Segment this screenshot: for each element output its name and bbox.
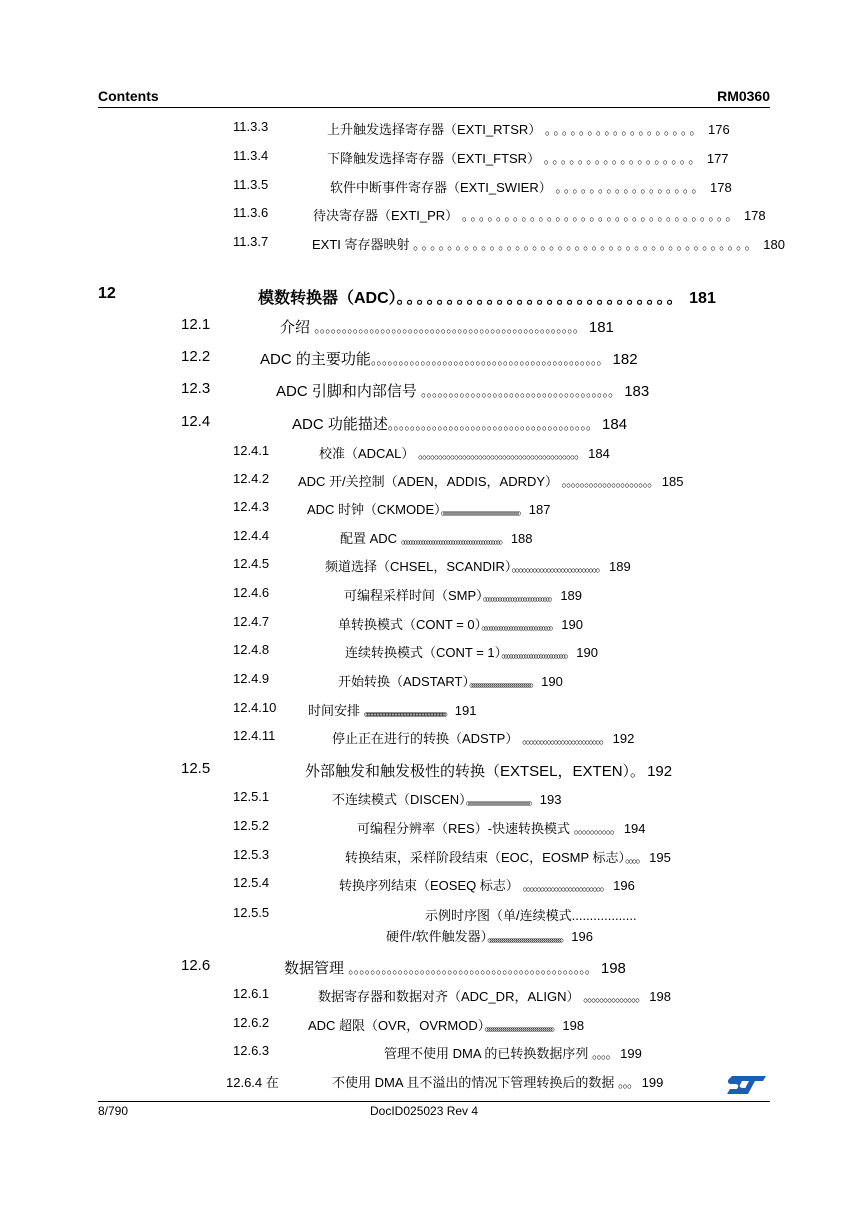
toc-entry-title: ADC 的主要功能 <box>260 351 371 368</box>
toc-leader-dots: 。。。。。。。。。。。。。。。。。。。。。。。。。。。。。。。。。。。。。。。。 <box>413 237 760 252</box>
toc-entry-page: 185 <box>661 474 684 489</box>
toc-entry-continuation <box>386 926 593 945</box>
toc-entry-title: 开始转换（ADSTART） <box>338 674 469 689</box>
toc-leader-dots: 。。。。。。。。。。。。。。。。。。。。。。。。。。。。 <box>481 617 558 632</box>
toc-entry-page: 196 <box>571 929 593 944</box>
toc-entry-number: 12.4.1 <box>233 443 270 458</box>
toc-entry-page: 176 <box>708 122 730 137</box>
toc-entry-number: 12.4 <box>181 413 211 430</box>
toc-entry-page: 198 <box>649 989 671 1004</box>
toc-leader-dots: 。。。。。。。。。。 <box>573 821 621 836</box>
toc-entry-page: 187 <box>528 502 551 517</box>
toc-leader-dots: 。。。。。。。。。。。。。。。。。。。。。。。。。。。。。。。。。。。。。 <box>387 417 598 432</box>
toc-entry-number: 12.4.10 <box>233 700 277 715</box>
toc-leader-dots: 。。。。。。。。。。。。。。。。。。。。。。。。。。。。。。。。。。。。。。。。 <box>400 531 508 546</box>
toc-entry-title: 介绍 <box>280 319 311 336</box>
toc-entry-number: 12.4.3 <box>233 499 270 514</box>
toc-entry-number: 12.5.4 <box>233 875 270 890</box>
toc-leader-dots: 。。。。。。。。。。。。。。。。。。。。。。。。。 <box>511 559 606 574</box>
toc-entry-title: 待决寄存器（EXTI_PR） <box>313 208 459 223</box>
toc-entry-number: 12.4.11 <box>233 728 276 743</box>
header-rule <box>98 107 770 108</box>
toc-entry-page: 177 <box>706 151 729 166</box>
toc-entry-page: 194 <box>623 821 646 836</box>
toc-entry-title: 示例时序图（单/连续模式.................. <box>425 908 637 923</box>
toc-entry-number: 12.4.4 <box>233 528 270 543</box>
toc-entry-page: 191 <box>454 703 477 718</box>
toc-entry-title: 转换结束，采样阶段结束（EOC，EOSMP 标志） <box>345 850 626 865</box>
toc-leader-dots: 。。。。。。。。。。。。。。。。。。。。。。。。。。。。。。。。。。 <box>484 1018 559 1033</box>
toc-entry-number: 12.5.3 <box>233 847 270 862</box>
toc-entry-page: 193 <box>539 792 562 807</box>
toc-entry-number: 12.6 <box>181 957 211 974</box>
toc-entry-number: 12.4.7 <box>233 614 270 629</box>
toc-entry-number: 12.6.2 <box>233 1015 270 1030</box>
toc-leader-dots: 。。。。。。。。。。。。。。。。。。。。。。。。。。。。。。。 <box>468 674 538 689</box>
toc-entry-page: 198 <box>562 1018 585 1033</box>
toc-leader-dots: 。。。。。。。。。。。。。。 <box>583 989 646 1004</box>
toc-leader-dots: 。。。。。。。。。。。。。。。。。。。。。。。。。。。。。。。。。。。。。。。。。。 <box>370 352 609 367</box>
toc-entry-title: 校准（ADCAL） <box>319 446 415 461</box>
toc-leader-dots: 。。。。。。。。。。。。。。。。。。。。。。。 <box>522 878 610 893</box>
toc-leader-dots: 。。。。。。。。。。。。。。。。。。。。。。。 <box>521 731 609 746</box>
toc-leader-dots: 。。。。 <box>625 850 646 865</box>
toc-entry-title: 连续转换模式（CONT = 1） <box>345 645 502 660</box>
toc-entry-number: 12.4.8 <box>233 642 270 657</box>
toc-entry-title-continued: 硬件/软件触发器） <box>386 929 488 944</box>
toc-entry-title: 可编程分辨率（RES）-快速转换模式 <box>357 821 571 836</box>
toc-entry-number: 12.6.3 <box>233 1043 270 1058</box>
toc-leader-dots: 。。。。。。。。。。。。。。。。。 <box>555 180 707 195</box>
toc-entry-number: 12 <box>98 285 116 302</box>
toc-entry-number: 12.4.9 <box>233 671 270 686</box>
toc-entry-page: 183 <box>624 383 650 400</box>
toc-leader-dots: 。。。。。。。。。。。。。。。。。。。。。。。。。。。。。。。。。。。。。。。 <box>440 502 526 517</box>
footer-rule <box>98 1101 770 1102</box>
toc-entry-title: ADC 时钟（CKMODE） <box>307 502 441 517</box>
header-doc-id: RM0360 <box>717 88 770 104</box>
toc-entry-title: 单转换模式（CONT = 0） <box>338 617 482 632</box>
toc-leader-dots: 。。。。。。。。。。。。。。。。。。。。。。。。。。。。。。。。。。。。。。。。。。。。。。。。 <box>314 320 585 335</box>
toc-leader-dots: 。。。。。。。。。。。。。。。。。。。。。。。。。。。。。。。。。。。。。。。。。。。。 <box>348 961 597 976</box>
toc-entry-page: 188 <box>510 531 533 546</box>
toc-entry-number: 12.1 <box>181 316 211 333</box>
toc-entry-page: 181 <box>689 290 716 307</box>
toc-entry-number: 12.5.1 <box>233 789 270 804</box>
toc-entry-title: 不使用 DMA 且不溢出的情况下管理转换后的数据 <box>332 1075 615 1090</box>
toc-entry-page: 198 <box>600 960 626 977</box>
footer-doc-revision: DocID025023 Rev 4 <box>370 1104 479 1118</box>
toc-entry-page: 190 <box>541 674 563 689</box>
toc-entry-page: 190 <box>561 617 583 632</box>
toc-entry-page: 192 <box>612 731 635 746</box>
toc-entry-title: 数据寄存器和数据对齐（ADC_DR，ALIGN） <box>318 989 580 1004</box>
toc-entry-number: 11.3.3 <box>233 119 269 134</box>
toc-entry-page: 182 <box>612 351 638 368</box>
toc-entry-title: 不连续模式（DISCEN） <box>332 792 466 807</box>
toc-entry-number: 12.6.1 <box>233 986 270 1001</box>
toc-leader-dots: 。。。。。。。。。。。。。。。。。。。。。。。。。。。。。。。。。。。 <box>421 384 621 399</box>
toc-entry-title: 管理不使用 DMA 的已转换数据序列 <box>384 1046 589 1061</box>
toc-leader-dots: 。。。。。。。。。。。。。。。。。。 <box>544 122 705 137</box>
toc-entry-title: ADC 功能描述 <box>292 416 388 433</box>
toc-entry-page: 192 <box>647 763 673 780</box>
toc-entry-page: 178 <box>743 208 766 223</box>
toc-entry-title: 配置 ADC <box>340 531 398 546</box>
toc-entry-page: 184 <box>588 446 610 461</box>
toc-entry-number: 12.4.5 <box>233 556 270 571</box>
toc-entry-title: 停止正在进行的转换（ADSTP） <box>332 731 519 746</box>
toc-entry-page: 184 <box>602 416 628 433</box>
toc-entry-number: 12.5 <box>181 760 211 777</box>
toc-entry-page: 196 <box>613 878 635 893</box>
toc-entry-page: 199 <box>641 1075 664 1090</box>
toc-leader-dots: 。。。。。。。。。。。。。。。。。。。。。。。。。。。。 <box>396 290 685 307</box>
toc-entry-title: 外部触发和触发极性的转换（EXTSEL，EXTEN） <box>305 763 631 780</box>
toc-entry-number: 12.5.2 <box>233 818 270 833</box>
toc-entry-title: 频道选择（CHSEL，SCANDIR） <box>325 559 512 574</box>
toc-leader-dots: 。。。 <box>618 1075 639 1090</box>
toc-entry-number: 12.3 <box>181 380 211 397</box>
toc-entry-title: 下降触发选择寄存器（EXTI_FTSR） <box>327 151 541 166</box>
toc-entry-page: 199 <box>620 1046 642 1061</box>
toc-leader-dots: 。。。。。。。。。。。。。。。。。。。。 <box>561 474 659 489</box>
toc-entry-title: 软件中断事件寄存器（EXTI_SWIER） <box>330 180 552 195</box>
toc-leader-dots: 。。。。。。。。。。。。。。。。。。。。。。。。。。 <box>501 645 573 660</box>
toc-entry-page: 181 <box>588 319 614 336</box>
toc-entry-number: 12.5.5 <box>233 905 270 920</box>
toc-entry-title: 时间安排 <box>308 703 361 718</box>
toc-leader-dots: 。。。。。。。。。。。。。。。。。。。。。。。。。。。。。。。。 <box>461 208 741 223</box>
toc-entry-title: 转换序列结束（EOSEQ 标志） <box>339 878 519 893</box>
toc-entry-title: EXTI 寄存器映射 <box>312 237 410 252</box>
toc-entry-page: 189 <box>560 588 583 603</box>
toc-entry-title: 数据管理 <box>284 960 345 977</box>
toc-leader-dots: 。。。。。。。。。。。。。。。。。。。。。。。。。。。。。。。。。。。。。 <box>487 929 568 944</box>
toc-entry-page: 178 <box>710 180 732 195</box>
toc-entry-number: 11.3.4 <box>233 148 269 163</box>
toc-entry-page: 190 <box>576 645 598 660</box>
st-logo-icon <box>722 1073 768 1097</box>
toc-entry-number: 12.4.6 <box>233 585 270 600</box>
toc-entry-title: ADC 开/关控制（ADEN，ADDIS，ADRDY） <box>298 474 559 489</box>
toc-leader-dots: 。。。。。。。。。。。。。。。。。。。。。。。。。。。。。。。。。。。。。。。。 <box>417 446 585 461</box>
toc-leader-dots: 。。。。。。。。。。。。。。。。。。。。。。。。。。。。。。。。 <box>465 792 537 807</box>
toc-entry-page: 189 <box>609 559 631 574</box>
toc-entry-number: 12.6.4 在 <box>226 1075 279 1090</box>
header-section-title: Contents <box>98 88 159 104</box>
toc-entry-title: 可编程采样时间（SMP） <box>344 588 483 603</box>
toc-entry-number: 12.2 <box>181 348 211 365</box>
toc-entry-title: 上升触发选择寄存器（EXTI_RTSR） <box>327 122 542 137</box>
toc-entry-number: 11.3.6 <box>233 205 269 220</box>
toc-leader-dots: 。。。。。。。。。。。。。。。。。。 <box>543 151 704 166</box>
toc-entry-title: ADC 超限（OVR，OVRMOD） <box>308 1018 485 1033</box>
toc-entry-number: 11.3.5 <box>233 177 269 192</box>
toc-leader-dots: 。。。。。。。。。。。。。。。。。。。。。。。。。。。 <box>482 588 557 603</box>
toc-entry-title: 模数转换器（ADC） <box>258 290 397 307</box>
toc-entry-page: 195 <box>649 850 671 865</box>
toc-leader-dots: 。。。。 <box>592 1046 617 1061</box>
toc-entry-title: ADC 引脚和内部信号 <box>276 383 417 400</box>
toc-entry-number: 11.3.7 <box>233 234 269 249</box>
toc-entry-page: 180 <box>763 237 785 252</box>
toc-leader-dots: 。。。。。。。。。。。。。。。。。。。。。。。。。。。。。。。。。。。。。。。。。。。。。。。。。。。。。。 <box>363 703 452 718</box>
toc-entry-number: 12.4.2 <box>233 471 270 486</box>
toc-leader-dots: 。 <box>630 763 648 780</box>
footer-page-number: 8/790 <box>98 1104 129 1118</box>
